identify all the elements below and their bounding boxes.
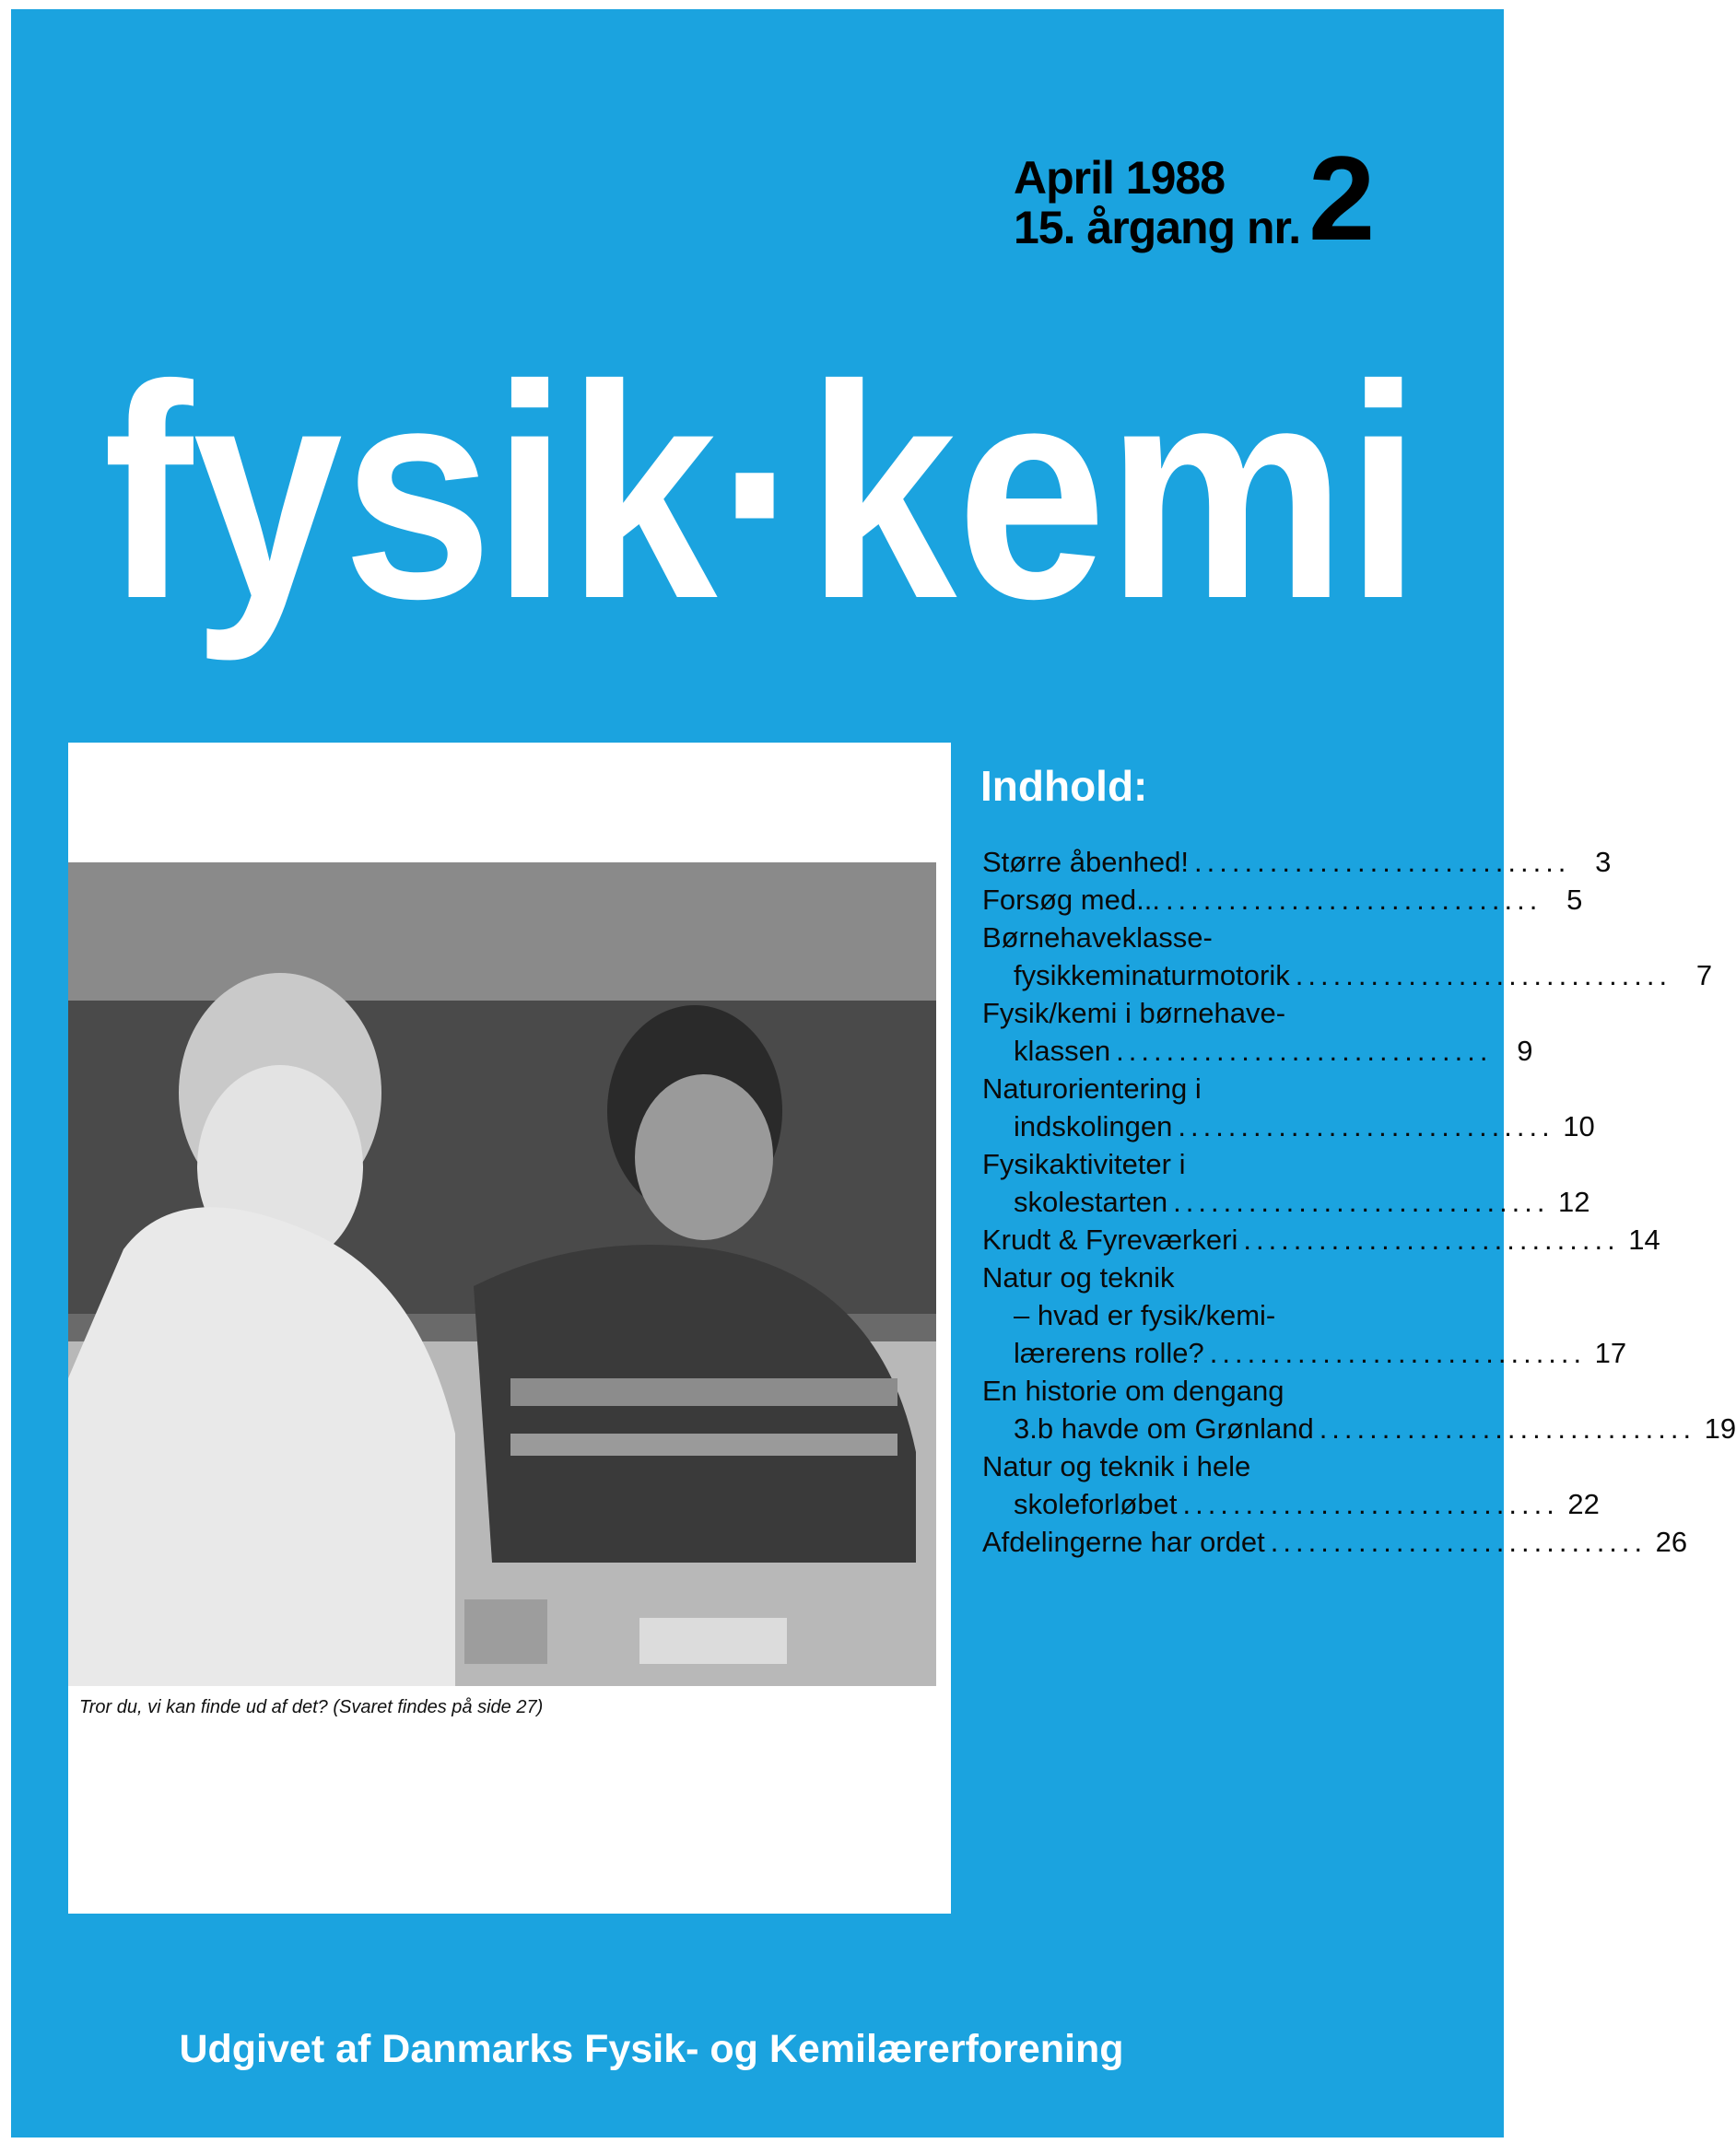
toc-entry-title: Krudt & Fyreværkeri xyxy=(982,1224,1238,1256)
toc-entry-title-cont: lærerens rolle? xyxy=(1014,1337,1204,1369)
photo-panel xyxy=(68,743,951,1914)
toc-entry-title: En historie om dengang xyxy=(982,1375,1284,1407)
toc-heading: Indhold: xyxy=(980,762,1148,810)
toc-entry: Børnehaveklasse- fysikkeminaturmotorik .............................. 7 xyxy=(982,919,1415,994)
toc-entry-title-cont: fysikkeminaturmotorik xyxy=(1014,959,1290,991)
toc-entry-title: Børnehaveklasse- xyxy=(982,921,1213,954)
publisher-text: Udgivet af Danmarks Fysik- og Kemilærerforening xyxy=(179,2027,1124,2071)
issue-number: 2 xyxy=(1308,131,1376,265)
toc-entry-page: 12 xyxy=(1558,1186,1590,1218)
masthead xyxy=(0,293,1591,662)
toc-entry-page: 19 xyxy=(1704,1412,1736,1445)
toc-entry: Natur og teknik – hvad er fysik/kemi- lærerens rolle? .............................. 17 xyxy=(982,1259,1415,1372)
toc-entry: Fysik/kemi i børnehave- klassen .............................. 9 xyxy=(982,994,1415,1070)
masthead-title: fysik·kemi xyxy=(103,322,1591,662)
toc-entry-page: 22 xyxy=(1567,1488,1600,1520)
toc-entry: Naturorientering i indskolingen .............................. 10 xyxy=(982,1070,1415,1145)
issue-date: April 1988 xyxy=(1014,152,1226,204)
toc-entry-title: Forsøg med... xyxy=(982,884,1160,916)
toc-entry-page: 5 xyxy=(1566,884,1583,916)
toc-entry-title: Fysik/kemi i børnehave- xyxy=(982,997,1286,1029)
toc-entry-page: 10 xyxy=(1563,1110,1595,1142)
toc-entry-title-cont: skolestarten xyxy=(1014,1186,1168,1218)
issue-volume: 15. årgang nr. xyxy=(1014,202,1301,253)
table-of-contents xyxy=(982,843,1736,1561)
toc-entry: Fysikaktiviteter i skolestarten .............................. 12 xyxy=(982,1145,1415,1221)
toc-entry: Krudt & Fyreværkeri .............................. 14 xyxy=(982,1221,1415,1259)
toc-entry: Forsøg med... .............................. 5 xyxy=(982,881,1415,919)
toc-entry: Natur og teknik i hele skoleforløbet .............................. 22 xyxy=(982,1447,1415,1523)
toc-entry-page: 7 xyxy=(1695,959,1713,991)
toc-entry-page: 9 xyxy=(1517,1035,1533,1067)
toc-entry: En historie om dengang 3.b havde om Grønland .............................. 19 xyxy=(982,1372,1415,1447)
toc-entry-page: 26 xyxy=(1655,1526,1688,1558)
toc-entry-page: 17 xyxy=(1594,1337,1627,1369)
publisher-footer xyxy=(0,2027,1524,2072)
toc-entry-page: 3 xyxy=(1595,846,1612,878)
toc-entry-title-cont: klassen xyxy=(1014,1035,1111,1067)
toc-entry-title: Naturorientering i xyxy=(982,1072,1202,1105)
toc-entry: Afdelingerne har ordet .............................. 26 xyxy=(982,1523,1415,1561)
cover-photo xyxy=(68,862,936,1686)
toc-entry-title-cont: skoleforløbet xyxy=(1014,1488,1178,1520)
toc-entry-title-cont: – hvad er fysik/kemi- xyxy=(1014,1299,1276,1331)
toc-entry-title-cont: 3.b havde om Grønland xyxy=(1014,1412,1314,1445)
toc-entry-title: Afdelingerne har ordet xyxy=(982,1526,1265,1558)
toc-entry: Større åbenhed! .............................. 3 xyxy=(982,843,1415,881)
toc-entry-title: Større åbenhed! xyxy=(982,846,1190,878)
toc-entry-title: Fysikaktiviteter i xyxy=(982,1148,1186,1180)
toc-entry-title: Natur og teknik i hele xyxy=(982,1450,1251,1482)
toc-entry-title: Natur og teknik xyxy=(982,1261,1175,1294)
toc-entry-title-cont: indskolingen xyxy=(1014,1110,1173,1142)
toc-entry-page: 14 xyxy=(1628,1224,1660,1256)
photo-caption: Tror du, vi kan finde ud af det? (Svaret findes på side 27) xyxy=(79,1697,544,1717)
